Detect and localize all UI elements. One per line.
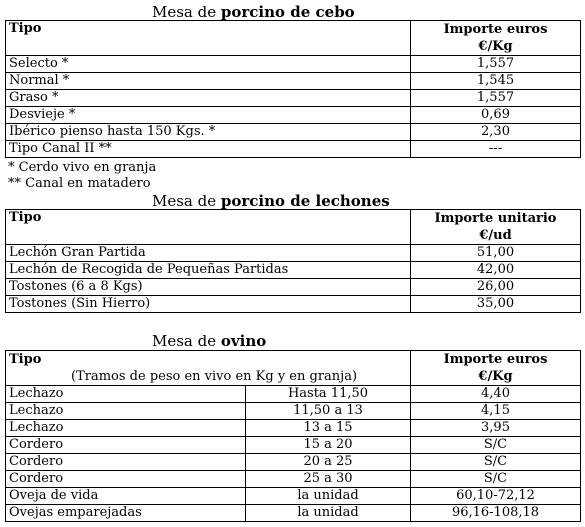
cebo-col-importe	[411, 21, 581, 56]
table-row	[6, 386, 581, 403]
cebo-tipo-cell: Normal *	[6, 73, 411, 90]
ovino-tramo-cell: 13 a 15	[246, 420, 411, 437]
table-row	[6, 124, 581, 141]
ovino-importe-cell: S/C	[411, 471, 581, 488]
ovino-tipo-cell: Lechazo	[6, 403, 246, 420]
cebo-importe-cell: 0,69	[411, 107, 581, 124]
ovino-header-row	[6, 351, 581, 386]
table-row	[6, 437, 581, 454]
cebo-tipo-cell: Ibérico pienso hasta 150 Kgs. *	[6, 124, 411, 141]
lechones-col-importe-line1: Importe unitario	[434, 211, 557, 226]
cebo-col-tipo: Tipo	[6, 21, 411, 56]
lechones-col-tipo: Tipo	[6, 210, 411, 245]
lechones-title	[152, 192, 390, 210]
lechones-importe-cell: 51,00	[411, 245, 581, 262]
lechones-table	[5, 209, 581, 313]
ovino-table	[5, 350, 581, 522]
cebo-tipo-cell: Tipo Canal II **	[6, 141, 411, 158]
ovino-tramo-cell: 25 a 30	[246, 471, 411, 488]
ovino-importe-cell: 96,16-108,18	[411, 505, 581, 522]
ovino-tramo-cell: la unidad	[246, 488, 411, 505]
lechones-importe-cell: 42,00	[411, 262, 581, 279]
lechones-tipo-cell: Tostones (6 a 8 Kgs)	[6, 279, 411, 296]
ovino-importe-cell: 3,95	[411, 420, 581, 437]
table-row	[6, 403, 581, 420]
cebo-importe-cell: 1,545	[411, 73, 581, 90]
ovino-col-importe-line1: Importe euros	[443, 352, 548, 367]
table-row	[6, 73, 581, 90]
cebo-col-importe-line2: €/Kg	[478, 39, 513, 54]
lechones-tipo-cell: Tostones (Sin Hierro)	[6, 296, 411, 313]
cebo-title-bold: porcino de cebo	[220, 3, 355, 21]
lechones-title-prefix: Mesa de	[152, 192, 221, 210]
cebo-header-row	[6, 21, 581, 56]
table-row	[6, 262, 581, 279]
cebo-importe-cell: 1,557	[411, 90, 581, 107]
cebo-note-1: * Cerdo vivo en granja	[8, 160, 157, 175]
ovino-title	[152, 332, 266, 350]
ovino-tramo-cell: 20 a 25	[246, 454, 411, 471]
ovino-col-importe	[411, 351, 581, 386]
lechones-col-importe	[411, 210, 581, 245]
ovino-importe-cell: 60,10-72,12	[411, 488, 581, 505]
cebo-importe-cell: ---	[411, 141, 581, 158]
table-row	[6, 245, 581, 262]
table-row	[6, 56, 581, 73]
lechones-importe-cell: 26,00	[411, 279, 581, 296]
lechones-tipo-cell: Lechón de Recogida de Pequeñas Partidas	[6, 262, 411, 279]
cebo-tipo-cell: Desvieje *	[6, 107, 411, 124]
table-row	[6, 505, 581, 522]
ovino-importe-cell: 4,40	[411, 386, 581, 403]
table-row	[6, 107, 581, 124]
lechones-col-importe-line2: €/ud	[479, 228, 512, 243]
table-row	[6, 296, 581, 313]
cebo-tipo-cell: Graso *	[6, 90, 411, 107]
cebo-importe-cell: 1,557	[411, 56, 581, 73]
ovino-tipo-cell: Cordero	[6, 454, 246, 471]
table-row	[6, 454, 581, 471]
ovino-tipo-cell: Cordero	[6, 471, 246, 488]
ovino-importe-cell: 4,15	[411, 403, 581, 420]
ovino-importe-cell: S/C	[411, 437, 581, 454]
table-row	[6, 279, 581, 296]
lechones-importe-cell: 35,00	[411, 296, 581, 313]
ovino-title-prefix: Mesa de	[152, 332, 221, 350]
cebo-importe-cell: 2,30	[411, 124, 581, 141]
cebo-note-2: ** Canal en matadero	[8, 176, 151, 191]
lechones-title-bold: porcino de lechones	[220, 192, 390, 210]
ovino-importe-cell: S/C	[411, 454, 581, 471]
ovino-tipo-cell: Lechazo	[6, 386, 246, 403]
ovino-tramo-cell: la unidad	[246, 505, 411, 522]
cebo-tipo-cell: Selecto *	[6, 56, 411, 73]
table-row	[6, 90, 581, 107]
ovino-tramo-cell: Hasta 11,50	[246, 386, 411, 403]
ovino-tramo-cell: 15 a 20	[246, 437, 411, 454]
table-row	[6, 141, 581, 158]
ovino-tipo-cell: Ovejas emparejadas	[6, 505, 246, 522]
ovino-col-tipo: Tipo	[9, 352, 42, 367]
table-row	[6, 471, 581, 488]
cebo-title-prefix: Mesa de	[152, 3, 221, 21]
ovino-tramo-cell: 11,50 a 13	[246, 403, 411, 420]
ovino-col-importe-line2: €/Kg	[478, 369, 513, 384]
lechones-tipo-cell: Lechón Gran Partida	[6, 245, 411, 262]
table-row	[6, 420, 581, 437]
cebo-col-importe-line1: Importe euros	[443, 22, 548, 37]
ovino-tipo-cell: Lechazo	[6, 420, 246, 437]
table-row	[6, 488, 581, 505]
ovino-col-tramos: (Tramos de peso en vivo en Kg y en granja)	[71, 369, 358, 384]
cebo-title	[152, 3, 355, 21]
lechones-header-row	[6, 210, 581, 245]
ovino-col-tipo-cell	[6, 351, 411, 386]
ovino-tipo-cell: Oveja de vida	[6, 488, 246, 505]
ovino-tipo-cell: Cordero	[6, 437, 246, 454]
cebo-table	[5, 20, 581, 158]
ovino-title-bold: ovino	[220, 332, 267, 350]
